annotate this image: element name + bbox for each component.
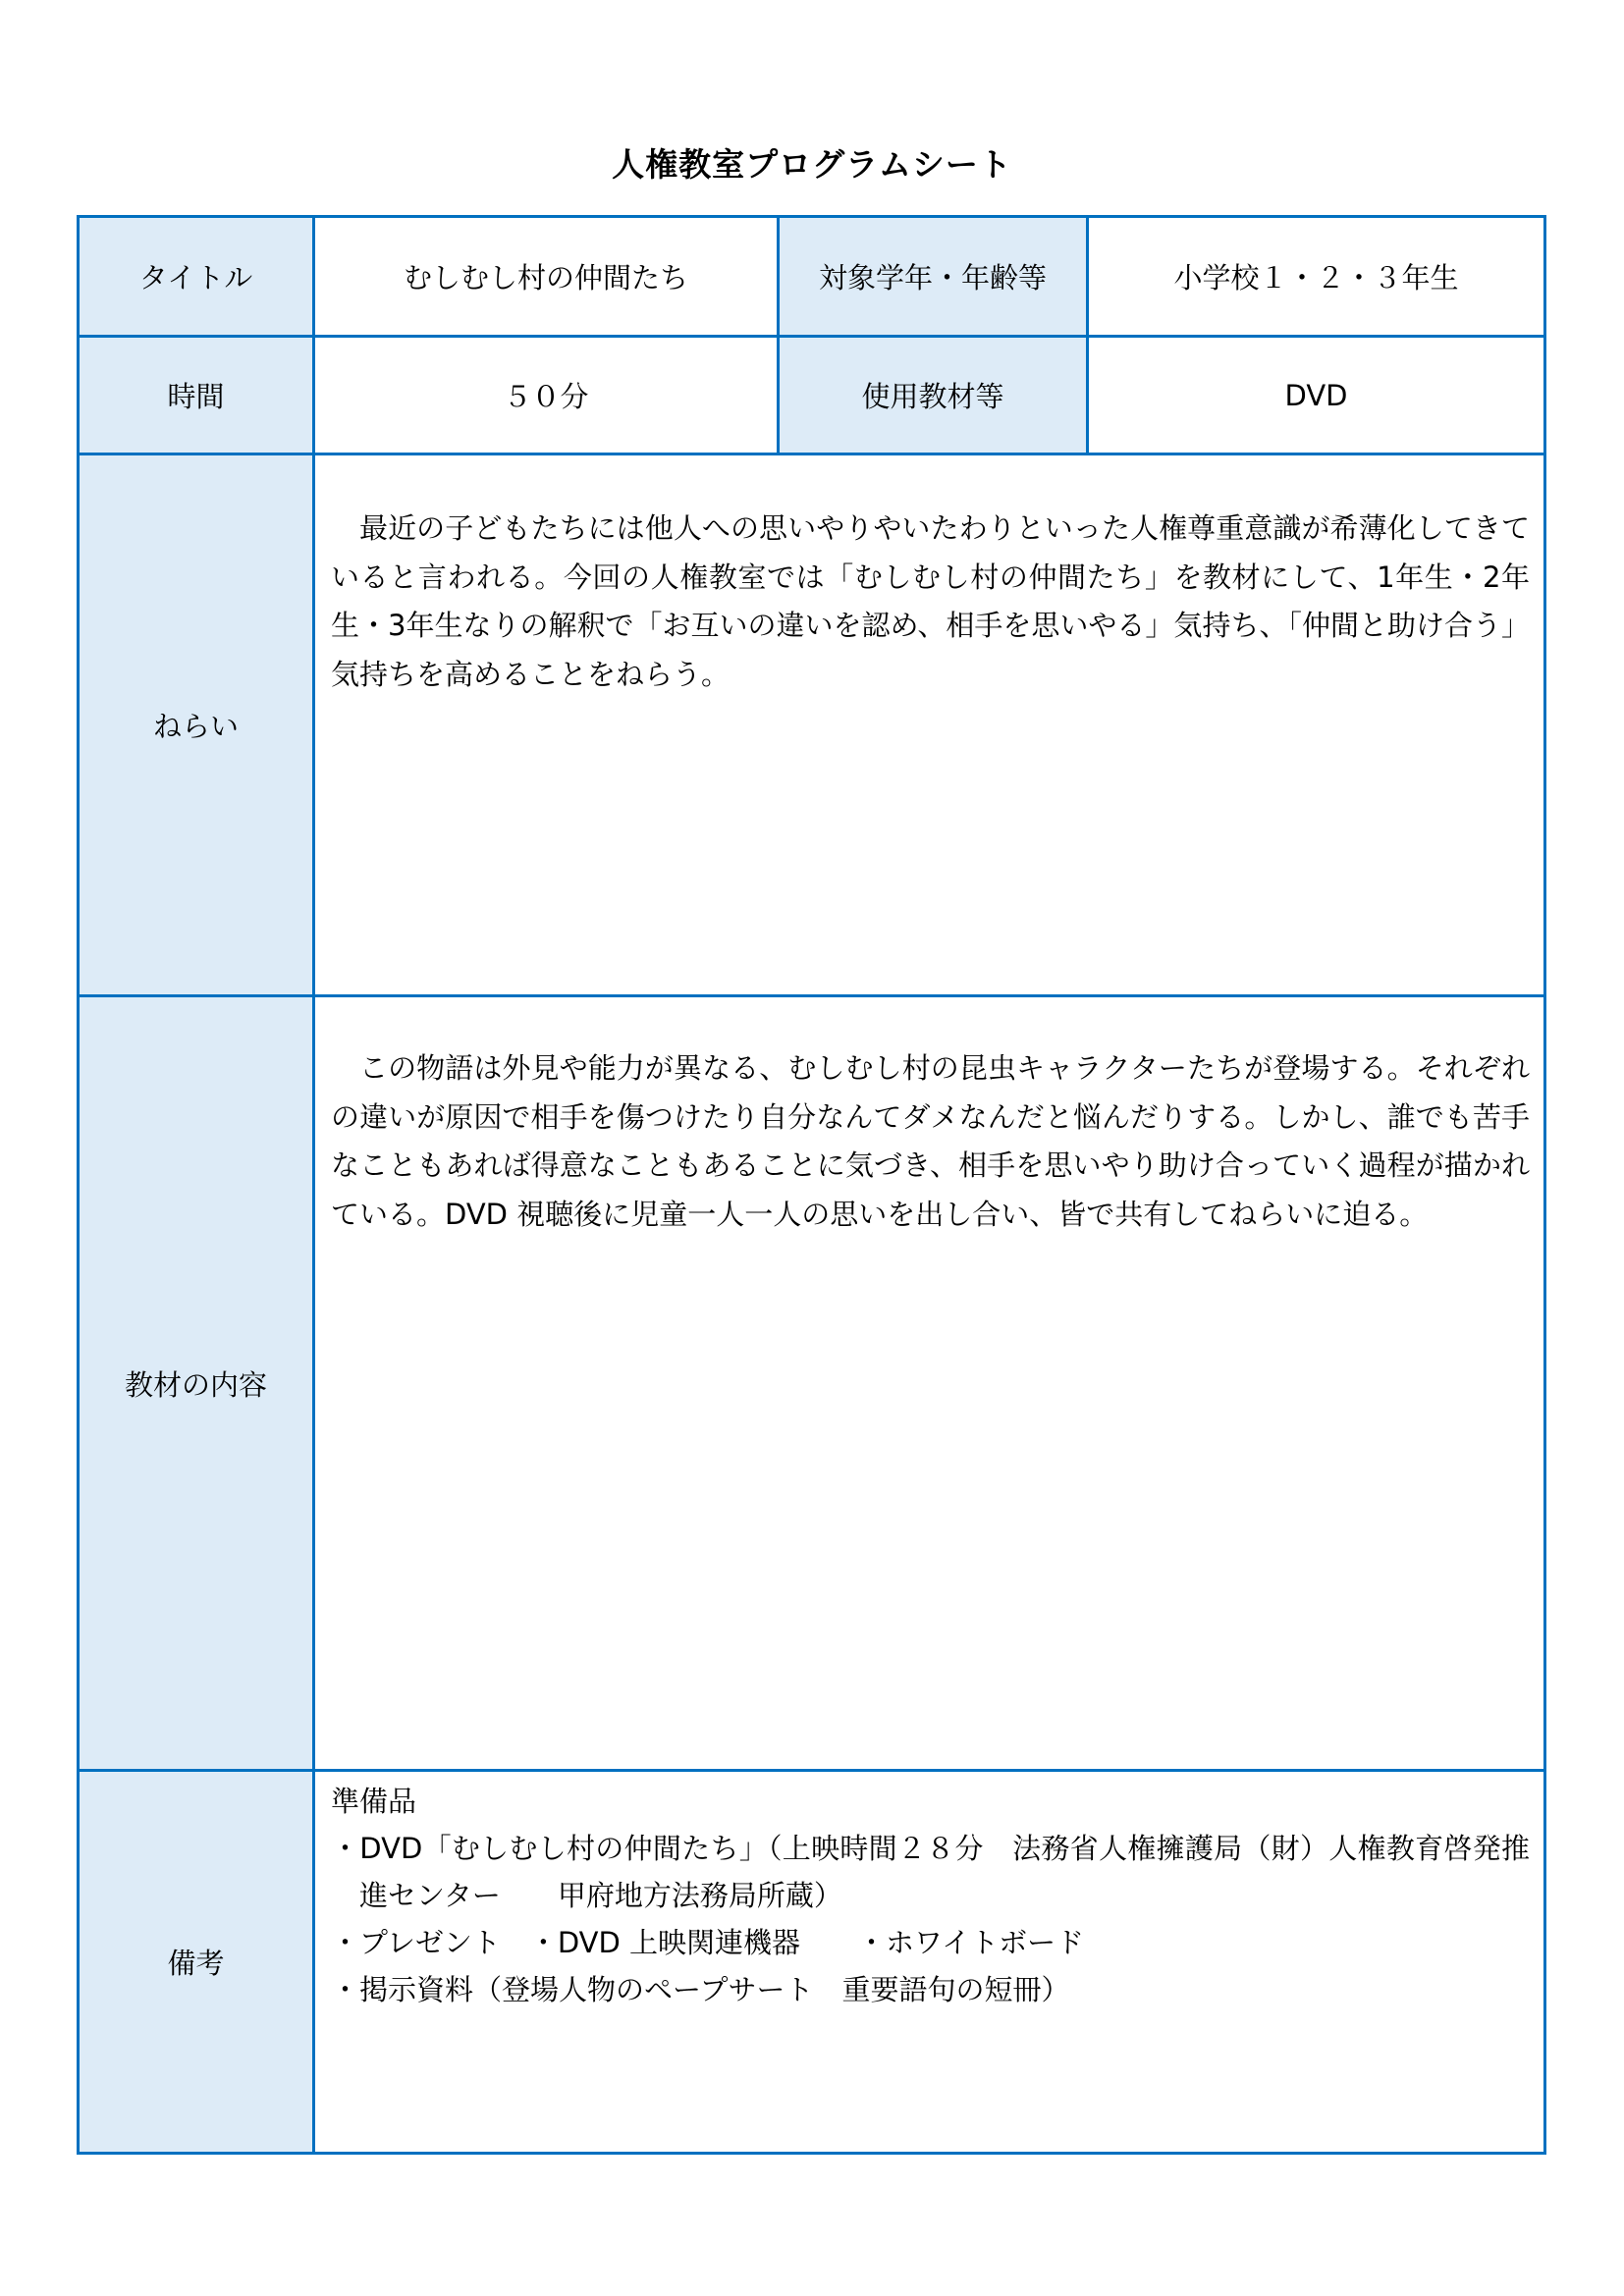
target-grade-label-text: 対象学年・年齢等 xyxy=(818,261,1047,294)
content-text: この物語は外見や能力が異なる、むしむし村の昆虫キャラクターたちが登場する。それぞれの違いが原因で相手を傷つけたり自分なんてダメなんだと悩んだりする。しかし、誰でも苦手なこともあれば得意なこともあることに気づき、相手を思いやり助け合っていく過程が描かれている。DVD 視聴後に児童一人一人の思いを出し合い、皆で共有してねらいに迫る。 xyxy=(331,1051,1530,1231)
title-value xyxy=(312,218,777,335)
page-title: 人権教室プログラムシート xyxy=(612,145,1012,184)
content-label-text: 教材の内容 xyxy=(124,1367,267,1402)
aim-text: 最近の子どもたちには他人への思いやりやいたわりといった人権尊重意識が希薄化してきていると言われる。今回の人権教室では「むしむし村の仲間たち」を教材にして、1年生・2年生・3年生なりの解釈で「お互いの違いを認め、相手を思いやる」気持ち、「仲間と助け合う」気持ちを高めることをねらう。 xyxy=(331,511,1530,691)
title-row xyxy=(80,218,1543,335)
materials-value xyxy=(1086,338,1543,453)
time-value-text: ５０分 xyxy=(503,380,589,413)
remarks-label-text: 備考 xyxy=(167,1947,225,1980)
title-label xyxy=(80,218,312,335)
content-row xyxy=(80,994,1543,1769)
title-value-text: むしむし村の仲間たち xyxy=(403,261,688,294)
target-grade-value-text: 小学校１・２・３年生 xyxy=(1173,261,1459,294)
remarks-item: ・DVD「むしむし村の仲間たち」（上映時間２８分 法務省人権擁護局（財）人権教育啓発推進センター 甲府地方法務局所蔵） xyxy=(331,1832,1530,1912)
aim-content xyxy=(312,455,1543,994)
target-grade-value xyxy=(1086,218,1543,335)
time-label-text: 時間 xyxy=(167,380,225,413)
title-label-text: タイトル xyxy=(138,261,253,294)
remarks-content xyxy=(312,1772,1543,2152)
remarks-heading: 準備品 xyxy=(331,1785,417,1818)
materials-value-text: DVD xyxy=(1284,378,1348,412)
time-value xyxy=(312,338,777,453)
time-row xyxy=(80,335,1543,453)
materials-label-text: 使用教材等 xyxy=(861,380,1004,413)
content-body xyxy=(312,997,1543,1769)
aim-label-text: ねらい xyxy=(152,710,239,743)
remarks-item: ・プレゼント ・DVD 上映関連機器 ・ホワイトボード xyxy=(331,1926,1085,1959)
time-label xyxy=(80,338,312,453)
remarks-item: ・掲示資料（登場人物のペープサート 重要語句の短冊） xyxy=(331,1973,1070,2006)
materials-label xyxy=(777,338,1086,453)
remarks-label xyxy=(80,1772,312,2152)
aim-row xyxy=(80,453,1543,994)
program-sheet-table xyxy=(77,215,1546,2155)
content-label xyxy=(80,997,312,1769)
target-grade-label xyxy=(777,218,1086,335)
remarks-row xyxy=(80,1769,1543,2152)
aim-label xyxy=(80,455,312,994)
